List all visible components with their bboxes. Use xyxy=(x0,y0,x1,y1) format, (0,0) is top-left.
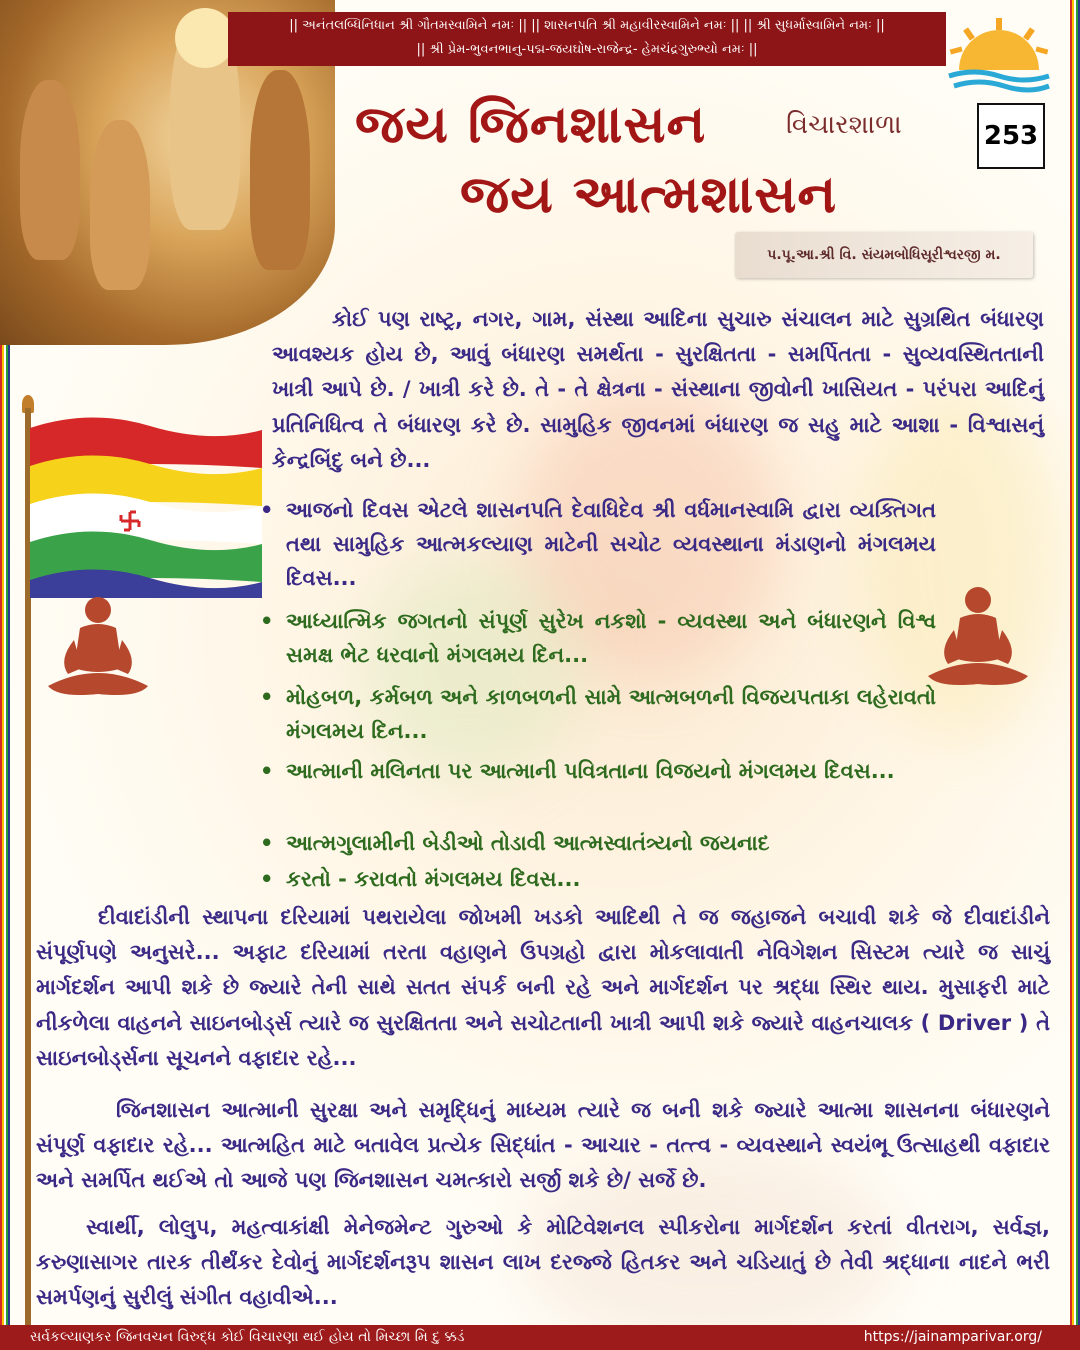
bullet-item: • કરતો - કરાવતો મંગલમય દિવસ... xyxy=(258,862,936,896)
author-badge: પ.પૂ.આ.શ્રી વિ. સંયમબોધિસૂરીશ્વરજી મ. xyxy=(735,232,1033,278)
intro-paragraph: કોઈ પણ રાષ્ટ્ર, નગર, ગામ, સંસ્થા આદિના સુચારુ સંચાલન માટે સુગ્રથિત બંધારણ આવશ્યક હોય છે, આવું બંધારણ સમર્થતા - સુરક્ષિતતા - સમર્પિતતા - સુવ્યવસ્થિતતાની ખાત્રી આપે છે. / ખાત્રી કરે છે. તે - તે ક્ષેત્રના - સંસ્થાના જીવોની ખાસિયત - પરંપરા આદિનું પ્રતિનિધિત્વ તે બંધારણ કરે છે. સામુહિક જીવનમાં બંધારણ જ સહુ માટે આશા - વિશ્વાસનું કેન્દ્રબિંદુ બને છે... xyxy=(272,307,1044,472)
bullet-item: • આજનો દિવસ એટલે શાસનપતિ દેવાધિદેવ શ્રી વર્ધમાનસ્વામિ દ્વારા વ્યક્તિગત તથા સામુહિક આત્મકલ્યાણ માટેની સચોટ વ્યવસ્થાના મંડાણનો મંગલમય દિવસ... xyxy=(258,493,936,595)
footer-disclaimer: સર્વકલ્યાણકર જિનવચન વિરુદ્ધ કોઈ વિચારણા થઈ હોય તો મિચ્છા મિ દુ ક્કડં xyxy=(30,1329,465,1345)
bullet-item: • આત્મગુલામીની બેડીઓ તોડાવી આત્મસ્વાતંત્ર્યનો જયનાદ xyxy=(258,826,936,860)
invocation-banner xyxy=(228,12,946,66)
closing-paragraph: સ્વાર્થી, લોલુપ, મહત્વાકાંક્ષી મેનેજમેન્ટ ગુરુઓ કે મોટિવેશનલ સ્પીકરોના માર્ગદર્શન કરતાં વીતરાગ, સર્વજ્ઞ, કરુણાસાગર તારક તીર્થંકર દેવોનું માર્ગદર્શનરૂપ શાસન લાખ દરજ્જે હિતકર અને ચડિયાતું છે તેવી શ્રદ્ધાના નાદને ભરી સમર્પણનું સુરીલું સંગીત વહાવીએ... xyxy=(36,1215,1050,1310)
title-line-2: જય આત્મશાસન xyxy=(460,165,838,225)
title-line-1: જય જિનશાસન xyxy=(355,95,707,155)
bullet-item: • આધ્યાત્મિક જગતનો સંપૂર્ણ સુરેખ નકશો - વ્યવસ્થા અને બંધારણને વિશ્વ સમક્ષ ભેટ ધરવાનો મંગલમય દિન... xyxy=(258,604,936,672)
banner-line-2: || શ્રી પ્રેમ-ભુવનભાનુ-પદ્મ-જયઘોષ-રાજેન્દ્ર- હેમચંદ્રગુરુભ્યો નમઃ || xyxy=(416,42,758,57)
jain-flag-icon xyxy=(30,408,262,598)
painting-figure xyxy=(20,80,80,260)
painting-halo xyxy=(175,8,235,68)
meditation-figure-icon xyxy=(38,590,158,710)
lighthouse-paragraph: દીવાદાંડીની સ્થાપના દરિયામાં પથરાયેલા જોખમી ખડકો આદિથી તે જ જહાજને બચાવી શકે જે દીવાદાંડીને સંપૂર્ણપણે અનુસરે... અફાટ દરિયામાં તરતા વહાણને ઉપગ્રહો દ્વારા મોકલાવાતી નેવિગેશન સિસ્ટમ ત્યારે જ સાચું માર્ગદર્શન આપી શકે છે જ્યારે તેની સાથે સતત સંપર્ક બની રહે અને માર્ગદર્શન પર શ્રદ્ધા સ્થિર થાય. મુસાફરી માટે નીકળેલા વાહનને સાઇનબોર્ડ્સ ત્યારે જ સુરક્ષિતતા અને સચોટતાની ખાત્રી આપી શકે જ્યારે વાહનચાલક ( Driver ) તે સાઇનબોર્ડ્સના સૂચનને વફાદાર રહે... xyxy=(36,905,1050,1070)
painting-figure xyxy=(250,70,310,270)
jinshasan-paragraph: જિનશાસન આત્માની સુરક્ષા અને સમૃદ્ધિનું માધ્યમ ત્યારે જ બની શકે જ્યારે આત્મા શાસનના બંધારણને સંપૂર્ણ વફાદાર રહે... આત્મહિત માટે બતાવેલ પ્રત્યેક સિદ્ધાંત - આચાર - તત્ત્વ - વ્યવસ્થાને સ્વયંભૂ ઉત્સાહથી વફાદાર અને સમર્પિત થઈએ તો આજે પણ જિનશાસન ચમત્કારો સર્જી શકે છે/ સર્જે છે. xyxy=(36,1098,1050,1193)
bullet-item: • આત્માની મલિનતા પર આત્માની પવિત્રતાના વિજયનો મંગલમય દિવસ... xyxy=(258,754,936,788)
sunrise-logo-icon xyxy=(944,18,1054,98)
right-color-stripe xyxy=(1070,0,1080,1325)
banner-line-1: || અનંતલબ્ધિનિધાન શ્રી ગૌતમસ્વામિને નમઃ || || શાસનપતિ શ્રી મહાવીરસ્વામિને નમઃ || || શ્રી સુધર્માસ્વામિને નમઃ || xyxy=(289,18,885,33)
series-label: વિચારશાળા xyxy=(786,110,902,140)
footer-bar xyxy=(0,1325,1080,1350)
meditation-figure-icon xyxy=(918,580,1038,700)
issue-number: 253 xyxy=(977,103,1045,169)
footer-website-link[interactable]: https://jainamparivar.org/ xyxy=(863,1329,1042,1345)
bullet-item: • મોહબળ, કર્મબળ અને કાળબળની સામે આત્મબળની વિજયપતાકા લહેરાવતો મંગલમય દિન... xyxy=(258,680,936,748)
painting-figure xyxy=(90,120,150,290)
